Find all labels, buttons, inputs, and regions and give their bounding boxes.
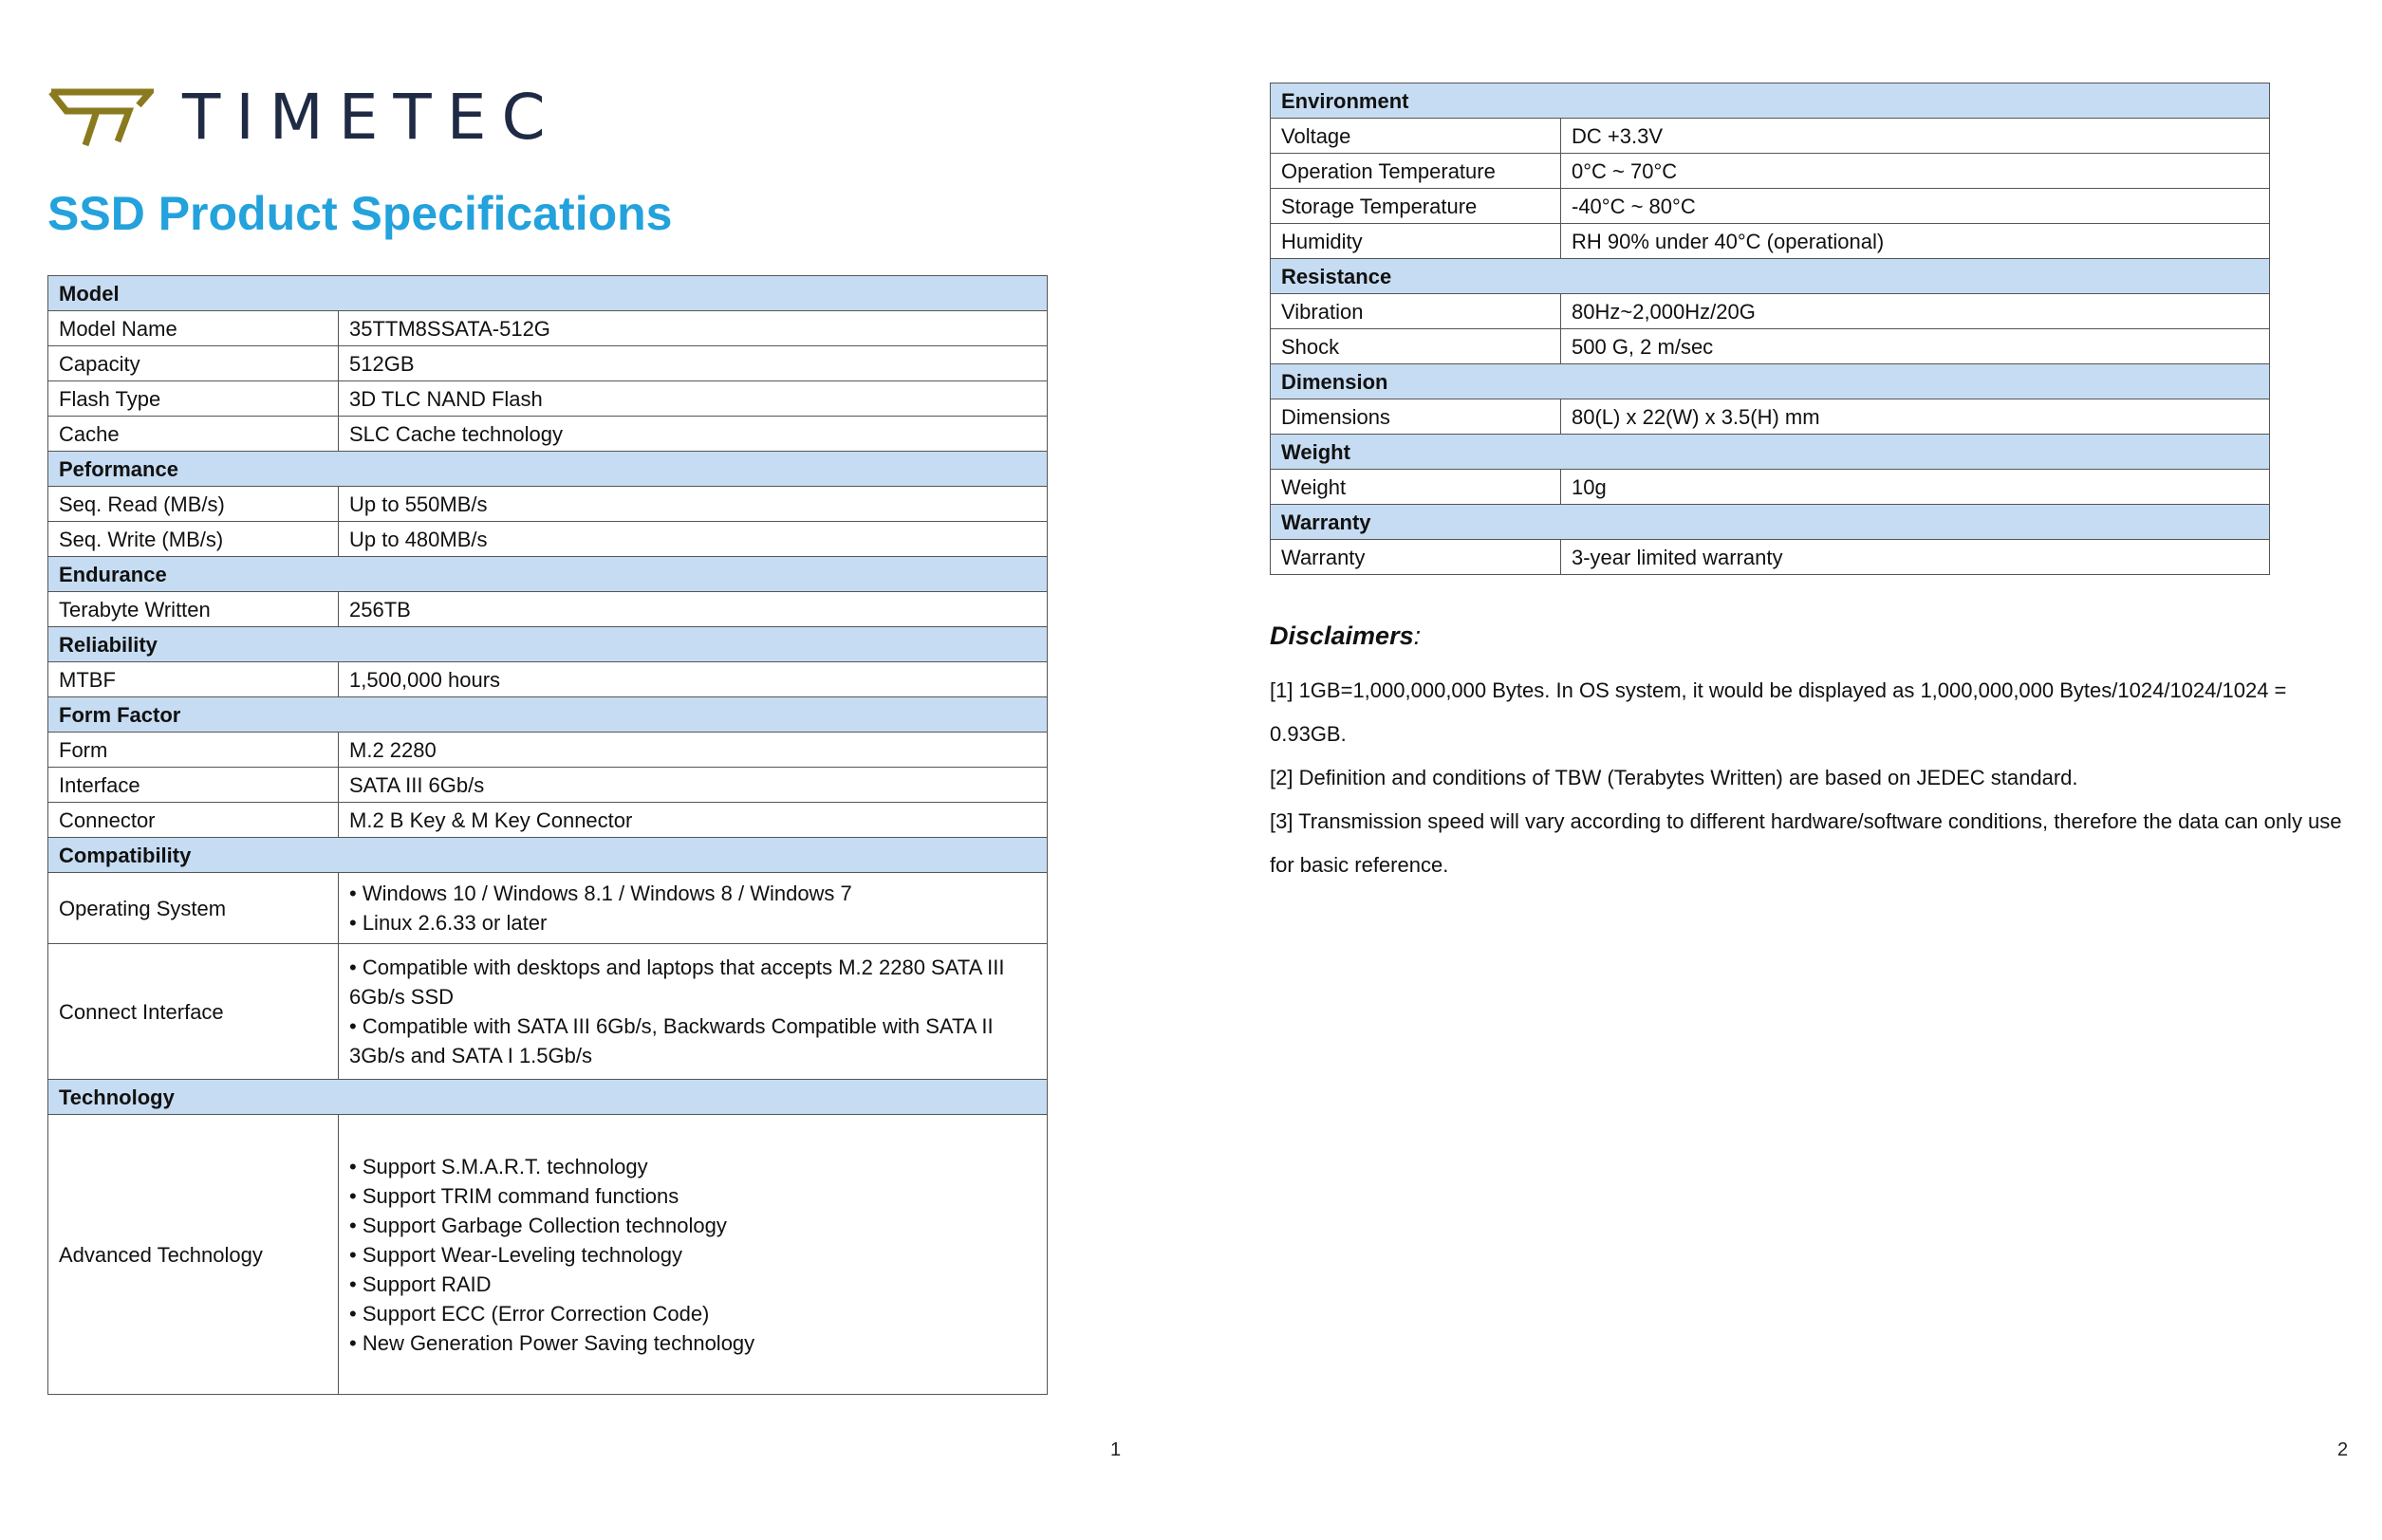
table-section-header (1271, 364, 2270, 399)
table-section-header (48, 557, 1048, 592)
spec-value: SLC Cache technology (339, 417, 1048, 452)
table-row (48, 873, 1048, 944)
spec-value: 500 G, 2 m/sec (1561, 329, 2270, 364)
spec-value: 3-year limited warranty (1561, 540, 2270, 575)
section-label: Model (48, 276, 1048, 311)
disclaimer-item: [1] 1GB=1,000,000,000 Bytes. In OS system, it would be displayed as 1,000,000,000 Bytes/1024/1024/1024 = 0.93GB. (1270, 678, 2287, 746)
spec-value: 80Hz~2,000Hz/20G (1561, 294, 2270, 329)
spec-label: Weight (1271, 470, 1561, 505)
spec-value: -40°C ~ 80°C (1561, 189, 2270, 224)
bullet-line: • Compatible with desktops and laptops that accepts M.2 2280 SATA III 6Gb/s SSD (349, 956, 1005, 1009)
spec-value (339, 873, 1048, 944)
table-row (1271, 399, 2270, 435)
spec-label: Connect Interface (48, 944, 339, 1080)
table-row (48, 311, 1048, 346)
table-section-header (48, 276, 1048, 311)
spec-label: Interface (48, 768, 339, 803)
spec-label: Model Name (48, 311, 339, 346)
spec-label: Vibration (1271, 294, 1561, 329)
disclaimer-item: [3] Transmission speed will vary according to different hardware/software conditions, therefore the data can only use for basic reference. (1270, 809, 2342, 877)
section-label: Dimension (1271, 364, 2270, 399)
bullet-line: • Support Garbage Collection technology (349, 1213, 727, 1237)
spec-label: Warranty (1271, 540, 1561, 575)
bullet-line: • Support S.M.A.R.T. technology (349, 1154, 648, 1178)
spec-value: 1,500,000 hours (339, 662, 1048, 697)
table-row (1271, 189, 2270, 224)
brand-logo (47, 83, 561, 152)
spec-value (339, 1115, 1048, 1395)
spec-label: Seq. Read (MB/s) (48, 487, 339, 522)
table-section-header (1271, 505, 2270, 540)
spec-value: 256TB (339, 592, 1048, 627)
disclaimers-title: Disclaimers: (1270, 622, 1422, 650)
section-label: Reliability (48, 627, 1048, 662)
table-row (48, 522, 1048, 557)
section-label: Environment (1271, 83, 2270, 119)
spec-label: Flash Type (48, 381, 339, 417)
spec-value: Up to 550MB/s (339, 487, 1048, 522)
section-label: Technology (48, 1080, 1048, 1115)
spec-value: 10g (1561, 470, 2270, 505)
section-label: Endurance (48, 557, 1048, 592)
spec-label: Dimensions (1271, 399, 1561, 435)
section-label: Compatibility (48, 838, 1048, 873)
table-row (48, 417, 1048, 452)
spec-value: 0°C ~ 70°C (1561, 154, 2270, 189)
table-row (48, 662, 1048, 697)
table-row (48, 733, 1048, 768)
spec-table-left (47, 275, 1048, 1395)
spec-label: Advanced Technology (48, 1115, 339, 1395)
page-number: 2 (2337, 1439, 2349, 1460)
section-label: Weight (1271, 435, 2270, 470)
table-row (48, 803, 1048, 838)
table-row (1271, 154, 2270, 189)
section-label: Peformance (48, 452, 1048, 487)
table-section-header (48, 697, 1048, 733)
page-2 (1191, 0, 2382, 1540)
spec-label: Terabyte Written (48, 592, 339, 627)
section-label: Warranty (1271, 505, 2270, 540)
spec-value: 80(L) x 22(W) x 3.5(H) mm (1561, 399, 2270, 435)
bullet-line: • Support TRIM command functions (349, 1183, 679, 1208)
spec-table-right (1270, 83, 2270, 575)
bullet-line: • New Generation Power Saving technology (349, 1330, 755, 1355)
spec-value: 35TTM8SSATA-512G (339, 311, 1048, 346)
spec-label: Form (48, 733, 339, 768)
spec-label: Capacity (48, 346, 339, 381)
table-row (1271, 470, 2270, 505)
table-row (48, 768, 1048, 803)
timetec-tt-logo-icon (47, 84, 154, 151)
table-section-header (48, 627, 1048, 662)
spec-label: Operating System (48, 873, 339, 944)
bullet-line: • Support ECC (Error Correction Code) (349, 1301, 710, 1326)
bullet-line: • Compatible with SATA III 6Gb/s, Backwards Compatible with SATA II 3Gb/s and SATA I 1.5Gb/s (349, 1014, 994, 1067)
spec-label: MTBF (48, 662, 339, 697)
spec-value (339, 944, 1048, 1080)
table-row (48, 346, 1048, 381)
spec-value: DC +3.3V (1561, 119, 2270, 154)
table-row (48, 487, 1048, 522)
section-label: Form Factor (48, 697, 1048, 733)
spec-label: Operation Temperature (1271, 154, 1561, 189)
table-section-header (48, 1080, 1048, 1115)
table-row (48, 592, 1048, 627)
spec-value: Up to 480MB/s (339, 522, 1048, 557)
table-row (48, 944, 1048, 1080)
spec-label: Voltage (1271, 119, 1561, 154)
section-label: Resistance (1271, 259, 2270, 294)
table-row (48, 381, 1048, 417)
spec-label: Storage Temperature (1271, 189, 1561, 224)
spec-value: M.2 2280 (339, 733, 1048, 768)
page-number: 1 (1110, 1439, 1122, 1460)
spec-value: RH 90% under 40°C (operational) (1561, 224, 2270, 259)
bullet-line: • Support RAID (349, 1271, 492, 1296)
spec-label: Humidity (1271, 224, 1561, 259)
page-title: SSD Product Specifications (47, 187, 673, 240)
bullet-line: • Linux 2.6.33 or later (349, 911, 548, 935)
table-row (1271, 224, 2270, 259)
disclaimers-body (1270, 669, 2352, 887)
brand-name: TIMETEC (182, 81, 561, 154)
spec-value: 512GB (339, 346, 1048, 381)
table-row (1271, 119, 2270, 154)
bullet-line: • Support Wear-Leveling technology (349, 1242, 682, 1267)
spec-value: SATA III 6Gb/s (339, 768, 1048, 803)
spec-label: Seq. Write (MB/s) (48, 522, 339, 557)
spec-value: 3D TLC NAND Flash (339, 381, 1048, 417)
table-section-header (1271, 435, 2270, 470)
table-section-header (1271, 83, 2270, 119)
bullet-line: • Windows 10 / Windows 8.1 / Windows 8 / Windows 7 (349, 881, 852, 905)
table-section-header (48, 452, 1048, 487)
spec-label: Cache (48, 417, 339, 452)
table-section-header (1271, 259, 2270, 294)
table-row (1271, 294, 2270, 329)
disclaimer-item: [2] Definition and conditions of TBW (Terabytes Written) are based on JEDEC standard. (1270, 766, 2078, 789)
table-row (48, 1115, 1048, 1395)
table-row (1271, 540, 2270, 575)
table-row (1271, 329, 2270, 364)
spec-value: M.2 B Key & M Key Connector (339, 803, 1048, 838)
spec-label: Shock (1271, 329, 1561, 364)
spec-label: Connector (48, 803, 339, 838)
table-section-header (48, 838, 1048, 873)
